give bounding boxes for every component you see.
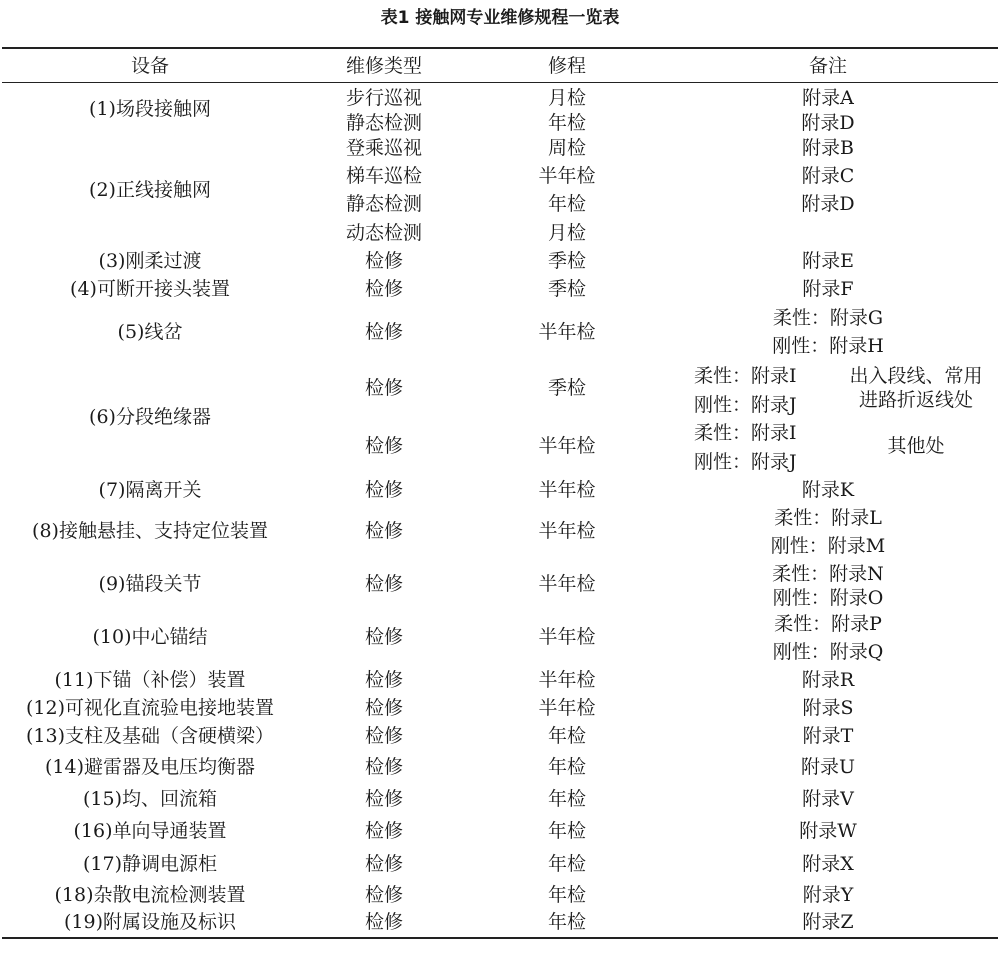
note-cell: 柔性：附录I — [694, 422, 797, 444]
cycle-cell: 半年检 — [538, 479, 596, 501]
note-cell: 柔性：附录L — [774, 507, 882, 529]
note-cell: 柔性：附录P — [774, 613, 882, 635]
type-cell: 梯车巡检 — [345, 165, 423, 187]
cycle-cell: 年检 — [547, 112, 587, 134]
type-cell: 检修 — [364, 820, 404, 842]
header-device: 设备 — [130, 55, 170, 77]
device-cell: (6)分段绝缘器 — [89, 406, 211, 428]
type-cell: 检修 — [364, 278, 404, 300]
note-cell: 柔性：附录G — [772, 307, 884, 329]
cycle-cell: 半年检 — [538, 520, 596, 542]
device-cell: (8)接触悬挂、支持定位装置 — [32, 520, 268, 542]
note-cell: 附录Y — [802, 884, 854, 906]
note-cell: 附录D — [801, 193, 855, 215]
note-cell: 附录K — [801, 479, 855, 501]
device-cell: (15)均、回流箱 — [82, 788, 218, 810]
device-cell: (1)场段接触网 — [89, 98, 211, 120]
note-cell: 刚性：附录O — [772, 587, 884, 609]
note-cell: 附录V — [802, 788, 854, 810]
cycle-cell: 年检 — [547, 756, 587, 778]
note-cell: 附录B — [802, 137, 854, 159]
cycle-cell: 半年检 — [538, 697, 596, 719]
device-cell: (2)正线接触网 — [89, 179, 211, 201]
type-cell: 检修 — [364, 573, 404, 595]
type-cell: 动态检测 — [345, 222, 423, 244]
device-cell: (9)锚段关节 — [98, 573, 202, 595]
cycle-cell: 半年检 — [538, 435, 596, 457]
type-cell: 检修 — [364, 756, 404, 778]
type-cell: 检修 — [364, 377, 404, 399]
type-cell: 检修 — [364, 853, 404, 875]
note-cell: 附录X — [802, 853, 854, 875]
cycle-cell: 年检 — [547, 884, 587, 906]
note-cell: 刚性：附录J — [694, 451, 797, 473]
cycle-cell: 半年检 — [538, 573, 596, 595]
note-cell: 刚性：附录J — [694, 394, 797, 416]
note-cell: 附录C — [801, 165, 855, 187]
header-rule — [2, 82, 998, 83]
device-cell: (5)线岔 — [117, 321, 183, 343]
note-cell: 附录A — [802, 87, 854, 109]
type-cell: 静态检测 — [345, 193, 423, 215]
device-cell: (4)可断开接头装置 — [70, 278, 230, 300]
cycle-cell: 半年检 — [538, 626, 596, 648]
device-cell: (19)附属设施及标识 — [63, 911, 237, 933]
cycle-cell: 月检 — [547, 87, 587, 109]
device-cell: (17)静调电源柜 — [82, 853, 218, 875]
device-cell: (14)避雷器及电压均衡器 — [44, 756, 256, 778]
cycle-cell: 半年检 — [538, 165, 596, 187]
cycle-cell: 年检 — [547, 820, 587, 842]
cycle-cell: 月检 — [547, 222, 587, 244]
type-cell: 检修 — [364, 435, 404, 457]
type-cell: 检修 — [364, 884, 404, 906]
note-cell: 附录F — [802, 278, 854, 300]
bottom-rule — [2, 937, 998, 939]
note-cell: 附录Z — [802, 911, 854, 933]
header-cycle: 修程 — [547, 55, 587, 77]
header-note: 备注 — [808, 55, 848, 77]
note-cell: 附录W — [799, 820, 857, 842]
type-cell: 检修 — [364, 725, 404, 747]
cycle-cell: 年检 — [547, 911, 587, 933]
note-cell: 柔性：附录N — [772, 563, 884, 585]
note-cell: 附录R — [801, 669, 855, 691]
note-cell: 刚性：附录M — [770, 535, 886, 557]
type-cell: 检修 — [364, 911, 404, 933]
note-cell: 刚性：附录H — [772, 335, 884, 357]
cycle-cell: 年检 — [547, 853, 587, 875]
type-cell: 检修 — [364, 669, 404, 691]
cycle-cell: 年检 — [547, 193, 587, 215]
device-cell: (3)刚柔过渡 — [98, 250, 202, 272]
device-cell: (16)单向导通装置 — [73, 820, 227, 842]
cycle-cell: 半年检 — [538, 321, 596, 343]
note-cell: 附录D — [801, 112, 855, 134]
cycle-cell: 年检 — [547, 788, 587, 810]
type-cell: 检修 — [364, 520, 404, 542]
note-cell: 附录E — [802, 250, 854, 272]
device-cell: (10)中心锚结 — [92, 626, 208, 648]
header-type: 维修类型 — [345, 55, 423, 77]
cycle-cell: 年检 — [547, 725, 587, 747]
scope-cell: 进路折返线处 — [858, 389, 974, 411]
type-cell: 静态检测 — [345, 112, 423, 134]
device-cell: (13)支柱及基础（含硬横梁） — [25, 725, 275, 747]
cycle-cell: 周检 — [547, 137, 587, 159]
type-cell: 检修 — [364, 788, 404, 810]
device-cell: (12)可视化直流验电接地装置 — [25, 697, 275, 719]
type-cell: 检修 — [364, 479, 404, 501]
scope-cell: 其他处 — [887, 435, 945, 457]
type-cell: 检修 — [364, 697, 404, 719]
note-cell: 刚性：附录Q — [772, 641, 884, 663]
scope-cell: 出入段线、常用 — [849, 365, 983, 387]
cycle-cell: 季检 — [547, 250, 587, 272]
cycle-cell: 半年检 — [538, 669, 596, 691]
cycle-cell: 季检 — [547, 377, 587, 399]
device-cell: (11)下锚（补偿）装置 — [54, 669, 246, 691]
type-cell: 检修 — [364, 321, 404, 343]
type-cell: 检修 — [364, 626, 404, 648]
cycle-cell: 季检 — [547, 278, 587, 300]
device-cell: (18)杂散电流检测装置 — [54, 884, 246, 906]
type-cell: 登乘巡视 — [345, 137, 423, 159]
note-cell: 柔性：附录I — [694, 365, 797, 387]
device-cell: (7)隔离开关 — [98, 479, 202, 501]
type-cell: 步行巡视 — [345, 87, 423, 109]
note-cell: 附录T — [802, 725, 854, 747]
table-title: 表1 接触网专业维修规程一览表 — [380, 8, 620, 28]
note-cell: 附录U — [800, 756, 856, 778]
top-rule — [2, 47, 998, 49]
note-cell: 附录S — [802, 697, 854, 719]
type-cell: 检修 — [364, 250, 404, 272]
